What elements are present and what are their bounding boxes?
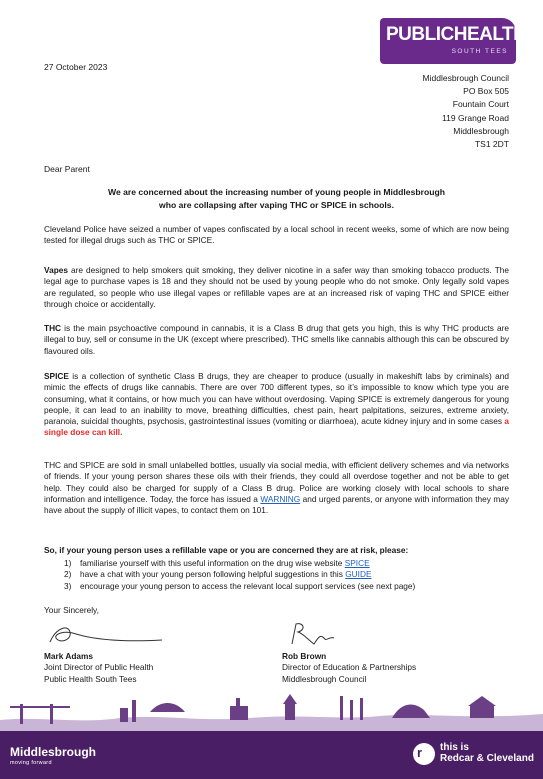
redcar-line-2: Redcar & Cleveland (440, 753, 534, 764)
list-item (64, 581, 415, 592)
paragraph-text: and urged parents, or anyone with information they may have about the supply of illicit vapes, to contact them on 101. (44, 493, 509, 516)
paragraph-supply (44, 460, 509, 516)
skyline-illustration (0, 690, 543, 732)
paragraph-text: is the main psychoactive compound in cannabis, it is a Class B drug that gets you high, this is why THC products are illegal to buy, sell or consume in the UK (except where prescribed). THC smells like cannabis although this can be obscured by flavoured oils. (44, 323, 509, 356)
headline-line: We are concerned about the increasing number of young people in Middlesbrough (108, 187, 445, 197)
logo-main-text: PUBLICHEALTH (386, 24, 527, 45)
step-text: encourage your young person to access the relevant local support services (see next page) (80, 580, 416, 591)
paragraph-thc (44, 323, 509, 357)
headline-line: who are collapsing after vaping THC or SPICE in schools. (159, 200, 394, 210)
signer-block (282, 651, 416, 685)
middlesbrough-tagline: moving forward (10, 760, 52, 766)
address-line: Middlesbrough (453, 125, 509, 136)
address-line: TS1 2DT (474, 139, 509, 150)
spice-link[interactable]: SPICE (344, 558, 370, 568)
paragraph-spice (44, 371, 509, 439)
list-item (64, 569, 415, 580)
list-item (64, 558, 415, 569)
address-line: 119 Grange Road (442, 112, 509, 123)
steps-heading: So, if your young person uses a refillable vape or you are concerned they are at risk, please: (44, 545, 409, 555)
middlesbrough-logo (10, 745, 96, 766)
paragraph-police: Cleveland Police have seized a number of vapes confiscated by a local school in recent weeks, some of which are now being tested for illegal drugs such as THC or SPICE. (44, 224, 509, 246)
signer-title: Director of Education & Partnerships (282, 662, 417, 673)
step-number: 3) (64, 580, 72, 591)
address-line: Middlesbrough Council (422, 73, 509, 83)
paragraph-vapes (44, 265, 509, 310)
warning-text: a single dose can kill. (44, 416, 509, 438)
sender-address (423, 72, 509, 151)
term-thc: THC (44, 323, 62, 333)
signer-title: Joint Director of Public Health (44, 662, 154, 673)
signer-org: Public Health South Tees (44, 673, 137, 684)
guide-link[interactable]: GUIDE (345, 569, 372, 580)
signature-rob-brown (284, 620, 404, 648)
term-spice: SPICE (44, 371, 69, 381)
signer-block (44, 651, 153, 685)
address-line: PO Box 505 (463, 86, 509, 97)
term-vapes: Vapes (44, 265, 68, 275)
paragraph-text: THC and SPICE are sold in small unlabelled bottles, usually via social media, with efficient delivery schemes and via networks of friends. If your young person shares these oils with their friends, they could all overdose together and not be able to get help. They could also be charged for supply of a Class B drug. Police are working closely with local schools to share information and intelligence. Today, the force has issued a (44, 460, 509, 504)
signer-name: Rob Brown (282, 651, 327, 661)
step-number: 1) (64, 558, 72, 568)
step-text: have a chat with your young person following helpful suggestions in this (80, 569, 346, 580)
public-health-logo (380, 18, 527, 64)
redcar-logo-icon: r (413, 743, 435, 765)
signature-mark-adams (46, 620, 166, 648)
address-line: Fountain Court (452, 99, 509, 110)
letter-headline (44, 186, 509, 212)
warning-link[interactable]: WARNING (260, 493, 301, 504)
salutation: Dear Parent (44, 164, 90, 174)
closing: Your Sincerely, (44, 605, 99, 615)
footer-bar (0, 731, 543, 779)
steps-list (64, 558, 415, 592)
middlesbrough-name: Middlesbrough (10, 745, 96, 759)
redcar-cleveland-logo (440, 742, 534, 764)
letter-date: 27 October 2023 (44, 62, 108, 72)
signer-name: Mark Adams (44, 651, 94, 661)
step-number: 2) (64, 569, 72, 580)
paragraph-text: is a collection of synthetic Class B drugs, they are cheaper to produce (usually in makeshift labs by criminals) and mimic the effects of drugs like cannabis. There are over 700 different types, so it’s impossible to know which type you are consuming, what it contains, or how much you can have without overdosing. Vaping SPICE is extremely dangerous for young people, it can lead to an inability to move, breathing difficulties, chest pain, heart palpitations, seizures, extreme anxiety, paranoia, suicidal thoughts, psychosis, gastrointestinal issues (vomiting or diarrhoea), acute kidney injury and in some cases (44, 371, 509, 427)
logo-sub-text: SOUTH TEES (451, 48, 508, 55)
redcar-line-1: this is (440, 742, 469, 753)
paragraph-text: are designed to help smokers quit smoking, they deliver nicotine in a safer way than smoking tobacco products. The legal age to purchase vapes is 18 and they should not be used by young people who do not smoke. Only legally sold vapes are regulated, so people who use illegal vapes or refillable vapes are at an increased risk of vaping THC and SPICE either through choice or accidentally. (44, 265, 509, 309)
step-text: familiarise yourself with this useful information on the drug wise website (80, 558, 345, 568)
signer-org: Middlesbrough Council (282, 673, 367, 684)
